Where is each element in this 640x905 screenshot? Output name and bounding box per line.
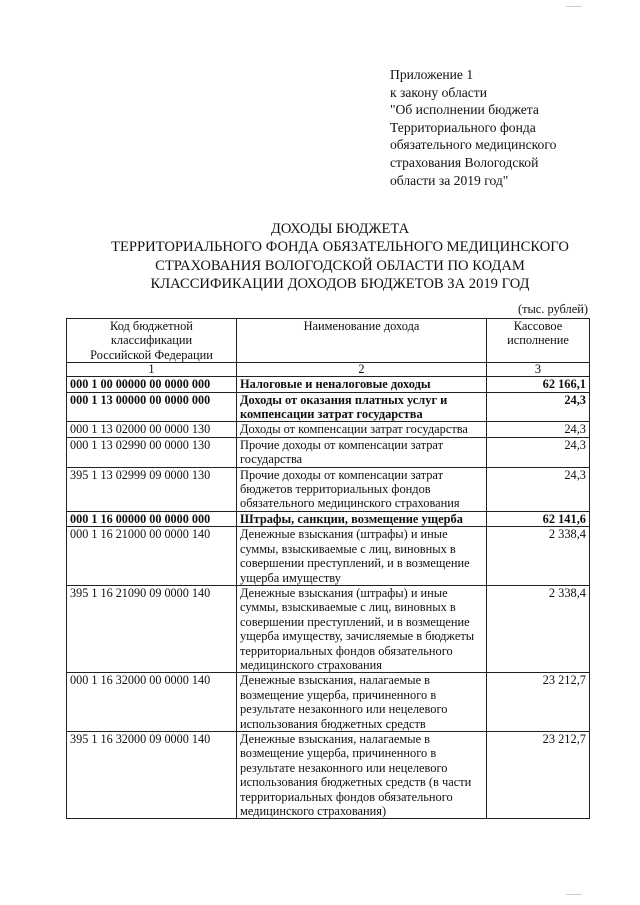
header-amount — [487, 319, 590, 363]
revenue-name-line: суммы, взыскиваемые с лиц, виновных в — [240, 600, 456, 615]
header-name-line: Наименование дохода — [303, 319, 420, 333]
revenue-name-line: результате незаконного или нецелевого — [240, 760, 448, 775]
revenue-amount: 2 338,4 — [487, 585, 590, 672]
revenue-name — [237, 392, 487, 422]
revenue-name-line: Денежные взыскания, налагаемые в — [240, 673, 431, 688]
revenue-name-line: ущерба имуществу — [240, 570, 341, 585]
revenue-code: 000 1 00 00000 00 0000 000 — [67, 377, 237, 392]
revenue-name-line: суммы, взыскиваемые с лиц, виновных в — [240, 541, 456, 556]
revenue-name-line: территориальных фондов обязательного — [240, 789, 453, 804]
revenue-name — [237, 511, 487, 526]
title-line: ДОХОДЫ БЮДЖЕТА — [270, 221, 410, 237]
header-amount-line: Кассовое — [513, 319, 563, 333]
revenue-name — [237, 437, 487, 467]
revenue-amount: 23 212,7 — [487, 673, 590, 732]
column-number-row — [67, 363, 590, 377]
revenue-name — [237, 731, 487, 818]
revenue-amount: 24,3 — [487, 422, 590, 437]
revenue-amount: 24,3 — [487, 437, 590, 467]
table-row — [67, 731, 590, 818]
revenue-name — [237, 377, 487, 392]
revenue-name-line: использования бюджетных средств (в части — [240, 775, 472, 790]
table-header-row — [67, 319, 590, 363]
revenue-code: 395 1 13 02999 09 0000 130 — [67, 467, 237, 511]
table-row — [67, 377, 590, 392]
revenue-name-line: Денежные взыскания (штрафы) и иные — [240, 585, 448, 600]
column-number: 2 — [237, 363, 487, 377]
header-code — [67, 319, 237, 363]
annex-line: к закону области — [390, 84, 488, 100]
header-code-line: Российской Федерации — [90, 347, 213, 362]
title-line: СТРАХОВАНИЯ ВОЛОГОДСКОЙ ОБЛАСТИ ПО КОДАМ — [155, 257, 525, 274]
revenue-name-line: Прочие доходы от компенсации затрат — [240, 437, 444, 452]
revenue-code: 000 1 13 00000 00 0000 000 — [67, 392, 237, 422]
revenue-amount: 23 212,7 — [487, 731, 590, 818]
table-row — [67, 527, 590, 586]
revenue-code: 000 1 13 02990 00 0000 130 — [67, 437, 237, 467]
revenue-name — [237, 467, 487, 511]
revenue-amount: 24,3 — [487, 392, 590, 422]
table-row — [67, 585, 590, 672]
annex-header — [390, 66, 620, 189]
revenue-name-line: компенсации затрат государства — [240, 407, 423, 422]
revenue-amount: 62 141,6 — [487, 511, 590, 526]
revenue-name-line: медицинского страхования — [240, 657, 382, 672]
annex-line: области за 2019 год" — [390, 172, 509, 188]
revenue-code: 395 1 16 21090 09 0000 140 — [67, 585, 237, 672]
revenue-name-line: совершении преступлений, и в возмещение — [240, 614, 470, 629]
revenue-code: 000 1 16 32000 00 0000 140 — [67, 673, 237, 732]
revenue-name-line: территориальных фондов обязательного — [240, 643, 453, 658]
header-code-line: классификации — [110, 333, 193, 348]
revenue-name-line: Налоговые и неналоговые доходы — [240, 377, 431, 392]
revenue-code: 000 1 13 02000 00 0000 130 — [67, 422, 237, 437]
title-line: ТЕРРИТОРИАЛЬНОГО ФОНДА ОБЯЗАТЕЛЬНОГО МЕДИЦИНСКОГО — [111, 239, 569, 256]
revenue-amount: 2 338,4 — [487, 527, 590, 586]
revenue-name-line: Доходы от оказания платных услуг и — [240, 392, 448, 407]
revenue-name — [237, 527, 487, 586]
header-code-line: Код бюджетной — [110, 319, 193, 333]
revenue-name-line: бюджетов территориальных фондов — [240, 482, 431, 497]
units-label: (тыс. рублей) — [517, 302, 588, 316]
annex-line: Приложение 1 — [390, 67, 474, 82]
table-row — [67, 467, 590, 511]
revenue-name — [237, 585, 487, 672]
revenue-name-line: обязательного медицинского страхования — [240, 496, 460, 511]
table-body — [67, 377, 590, 819]
table-row — [67, 392, 590, 422]
scan-mark-bottom — [566, 894, 582, 895]
annex-line: "Об исполнении бюджета — [390, 102, 539, 118]
annex-line: обязательного медицинского — [390, 137, 557, 153]
revenue-amount: 62 166,1 — [487, 377, 590, 392]
revenue-name-line: возмещение ущерба, причиненного в — [240, 687, 437, 702]
table-row — [67, 437, 590, 467]
revenue-name-line: возмещение ущерба, причиненного в — [240, 746, 437, 761]
column-number: 1 — [67, 363, 237, 377]
revenue-code: 395 1 16 32000 09 0000 140 — [67, 731, 237, 818]
revenue-name-line: совершении преступлений, и в возмещение — [240, 556, 470, 571]
revenue-name-line: ущерба имуществу, зачисляемые в бюджеты — [240, 629, 475, 644]
table-row — [67, 511, 590, 526]
scan-mark-top — [566, 6, 582, 7]
revenue-name-line: Денежные взыскания (штрафы) и иные — [240, 527, 448, 542]
revenue-code: 000 1 16 00000 00 0000 000 — [67, 511, 237, 526]
revenue-name-line: Прочие доходы от компенсации затрат — [240, 467, 444, 482]
revenue-name-line: Доходы от компенсации затрат государства — [240, 422, 468, 437]
title-line: КЛАССИФИКАЦИИ ДОХОДОВ БЮДЖЕТОВ ЗА 2019 ГОД — [150, 276, 530, 293]
table-row — [67, 673, 590, 732]
revenue-name — [237, 673, 487, 732]
revenue-name-line: медицинского страхования) — [240, 804, 387, 818]
annex-line: Территориального фонда — [390, 119, 536, 135]
revenue-name-line: Штрафы, санкции, возмещение ущерба — [240, 511, 463, 526]
table-row — [67, 422, 590, 437]
revenue-table — [66, 318, 590, 819]
revenue-name-line: результате незаконного или нецелевого — [240, 702, 448, 717]
column-number: 3 — [487, 363, 590, 377]
document-title — [60, 220, 620, 294]
revenue-code: 000 1 16 21000 00 0000 140 — [67, 527, 237, 586]
header-name — [237, 319, 487, 363]
revenue-amount: 24,3 — [487, 467, 590, 511]
annex-line: страхования Вологодской — [390, 154, 539, 170]
revenue-name-line: государства — [240, 452, 303, 467]
revenue-name — [237, 422, 487, 437]
revenue-name-line: использования бюджетных средств — [240, 716, 426, 731]
revenue-name-line: Денежные взыскания, налагаемые в — [240, 731, 431, 746]
header-amount-line: исполнение — [507, 333, 569, 348]
